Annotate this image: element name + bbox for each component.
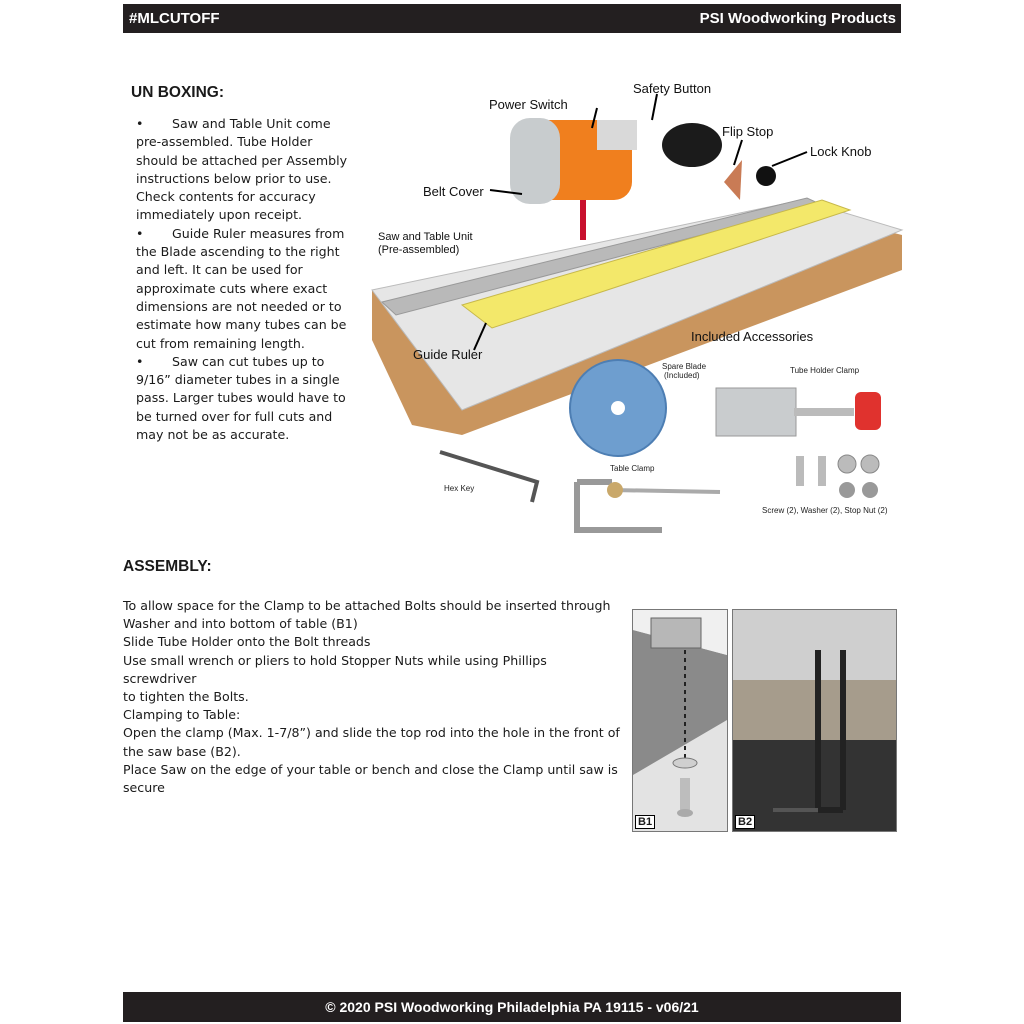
flip-stop-part [724, 160, 742, 200]
power-switch-label: Power Switch [489, 97, 568, 112]
instruction-line: To allow space for the Clamp to be attached Bolts should be inserted through [123, 598, 611, 613]
instruction-line: Place Saw on the edge of your table or bench and close the Clamp until saw is [123, 761, 618, 777]
b2-illustration [733, 610, 896, 831]
assembly-heading: ASSEMBLY: [123, 558, 212, 575]
instruction-line: Clamping to Table: [123, 707, 241, 723]
footer-bar [123, 992, 901, 1022]
safety-button-part [597, 120, 637, 150]
screw [796, 456, 804, 486]
safety-button-label: Safety Button [633, 81, 712, 96]
header-bar [123, 4, 901, 33]
tube-holder-knob [855, 392, 881, 430]
callout-arrow [734, 140, 742, 165]
photo-b2 [732, 609, 897, 832]
unboxing-heading: UN BOXING: [131, 84, 224, 101]
assembly-instructions [123, 597, 623, 797]
footer-text: © 2020 PSI Woodworking Philadelphia PA 19115 - v06/21 [325, 999, 699, 1015]
instruction-line: Open the clamp (Max. 1-7/8”) and slide the top rod into the hole in the front of [123, 725, 620, 741]
blade-hole [611, 401, 625, 415]
instruction-line: Slide Tube Holder onto the Bolt threads [123, 634, 371, 650]
tube-holder-clamp-label: Tube Holder Clamp [790, 366, 860, 375]
saw-diagram [362, 70, 922, 550]
blade-guard [580, 200, 586, 240]
saw-table-unit-sublabel: (Pre-assembled) [378, 244, 460, 256]
tube-holder-rod [794, 408, 854, 416]
callout-arrow [652, 94, 657, 120]
instruction-line: the saw base (B2). [123, 743, 241, 759]
belt-cover-label: Belt Cover [423, 184, 484, 199]
included-accessories-label: Included Accessories [691, 329, 814, 344]
table-clamp-label: Table Clamp [610, 464, 655, 473]
b1-illustration [633, 610, 727, 831]
instruction-line: Washer and into bottom of table (B1) [123, 616, 358, 632]
instruction-line: secure [123, 780, 165, 796]
photo-b1 [632, 609, 728, 832]
saw-illustration [362, 70, 922, 550]
washer [861, 455, 879, 473]
hex-key-shape [440, 452, 537, 502]
hardware-label: Screw (2), Washer (2), Stop Nut (2) [762, 506, 888, 515]
hex-key-label: Hex Key [444, 484, 475, 493]
saw-knob [662, 123, 722, 167]
stop-nut [862, 482, 878, 498]
callout-arrow [772, 152, 807, 166]
saw-table-unit-label: Saw and Table Unit [378, 231, 473, 243]
instruction-line: to tighten the Bolts. [123, 689, 249, 705]
lock-knob-part [756, 166, 776, 186]
belt-cover-part [510, 118, 560, 204]
b1-tag: B1 [635, 815, 655, 829]
guide-ruler-label: Guide Ruler [413, 347, 483, 362]
instruction-line: Use small wrench or pliers to hold Stopper Nuts while using Phillips screwdriver [123, 652, 547, 686]
stop-nut [839, 482, 855, 498]
list-item: • Saw can cut tubes up to 9/16” diameter tubes in a single pass. Larger tubes would have to be turned over for full cuts and may not be as accurate. [136, 353, 346, 443]
spare-blade-sublabel: (Included) [664, 371, 700, 380]
washer [838, 455, 856, 473]
flip-stop-label: Flip Stop [722, 124, 774, 139]
list-item: • Saw and Table Unit come pre-assembled. Tube Holder should be attached per Assembly instructions below prior to use. Check contents for accuracy immediately upon receipt. [136, 116, 348, 223]
lock-knob-label: Lock Knob [810, 144, 872, 159]
tube-holder-body [716, 388, 796, 436]
brand-name: PSI Woodworking Products [699, 10, 896, 27]
table-clamp-pad [607, 482, 623, 498]
b2-tag: B2 [735, 815, 755, 829]
spare-blade-label: Spare Blade [662, 362, 707, 371]
list-item: • Guide Ruler measures from the Blade ascending to the right and left. It can be used for approximate cuts where exact dimensions are not needed or to estimate how many tubes can be cut from remaining length. [136, 225, 347, 351]
unboxing-list [136, 115, 350, 444]
screw [818, 456, 826, 486]
table-clamp-rod [612, 490, 720, 492]
product-code: #MLCUTOFF [129, 10, 220, 27]
